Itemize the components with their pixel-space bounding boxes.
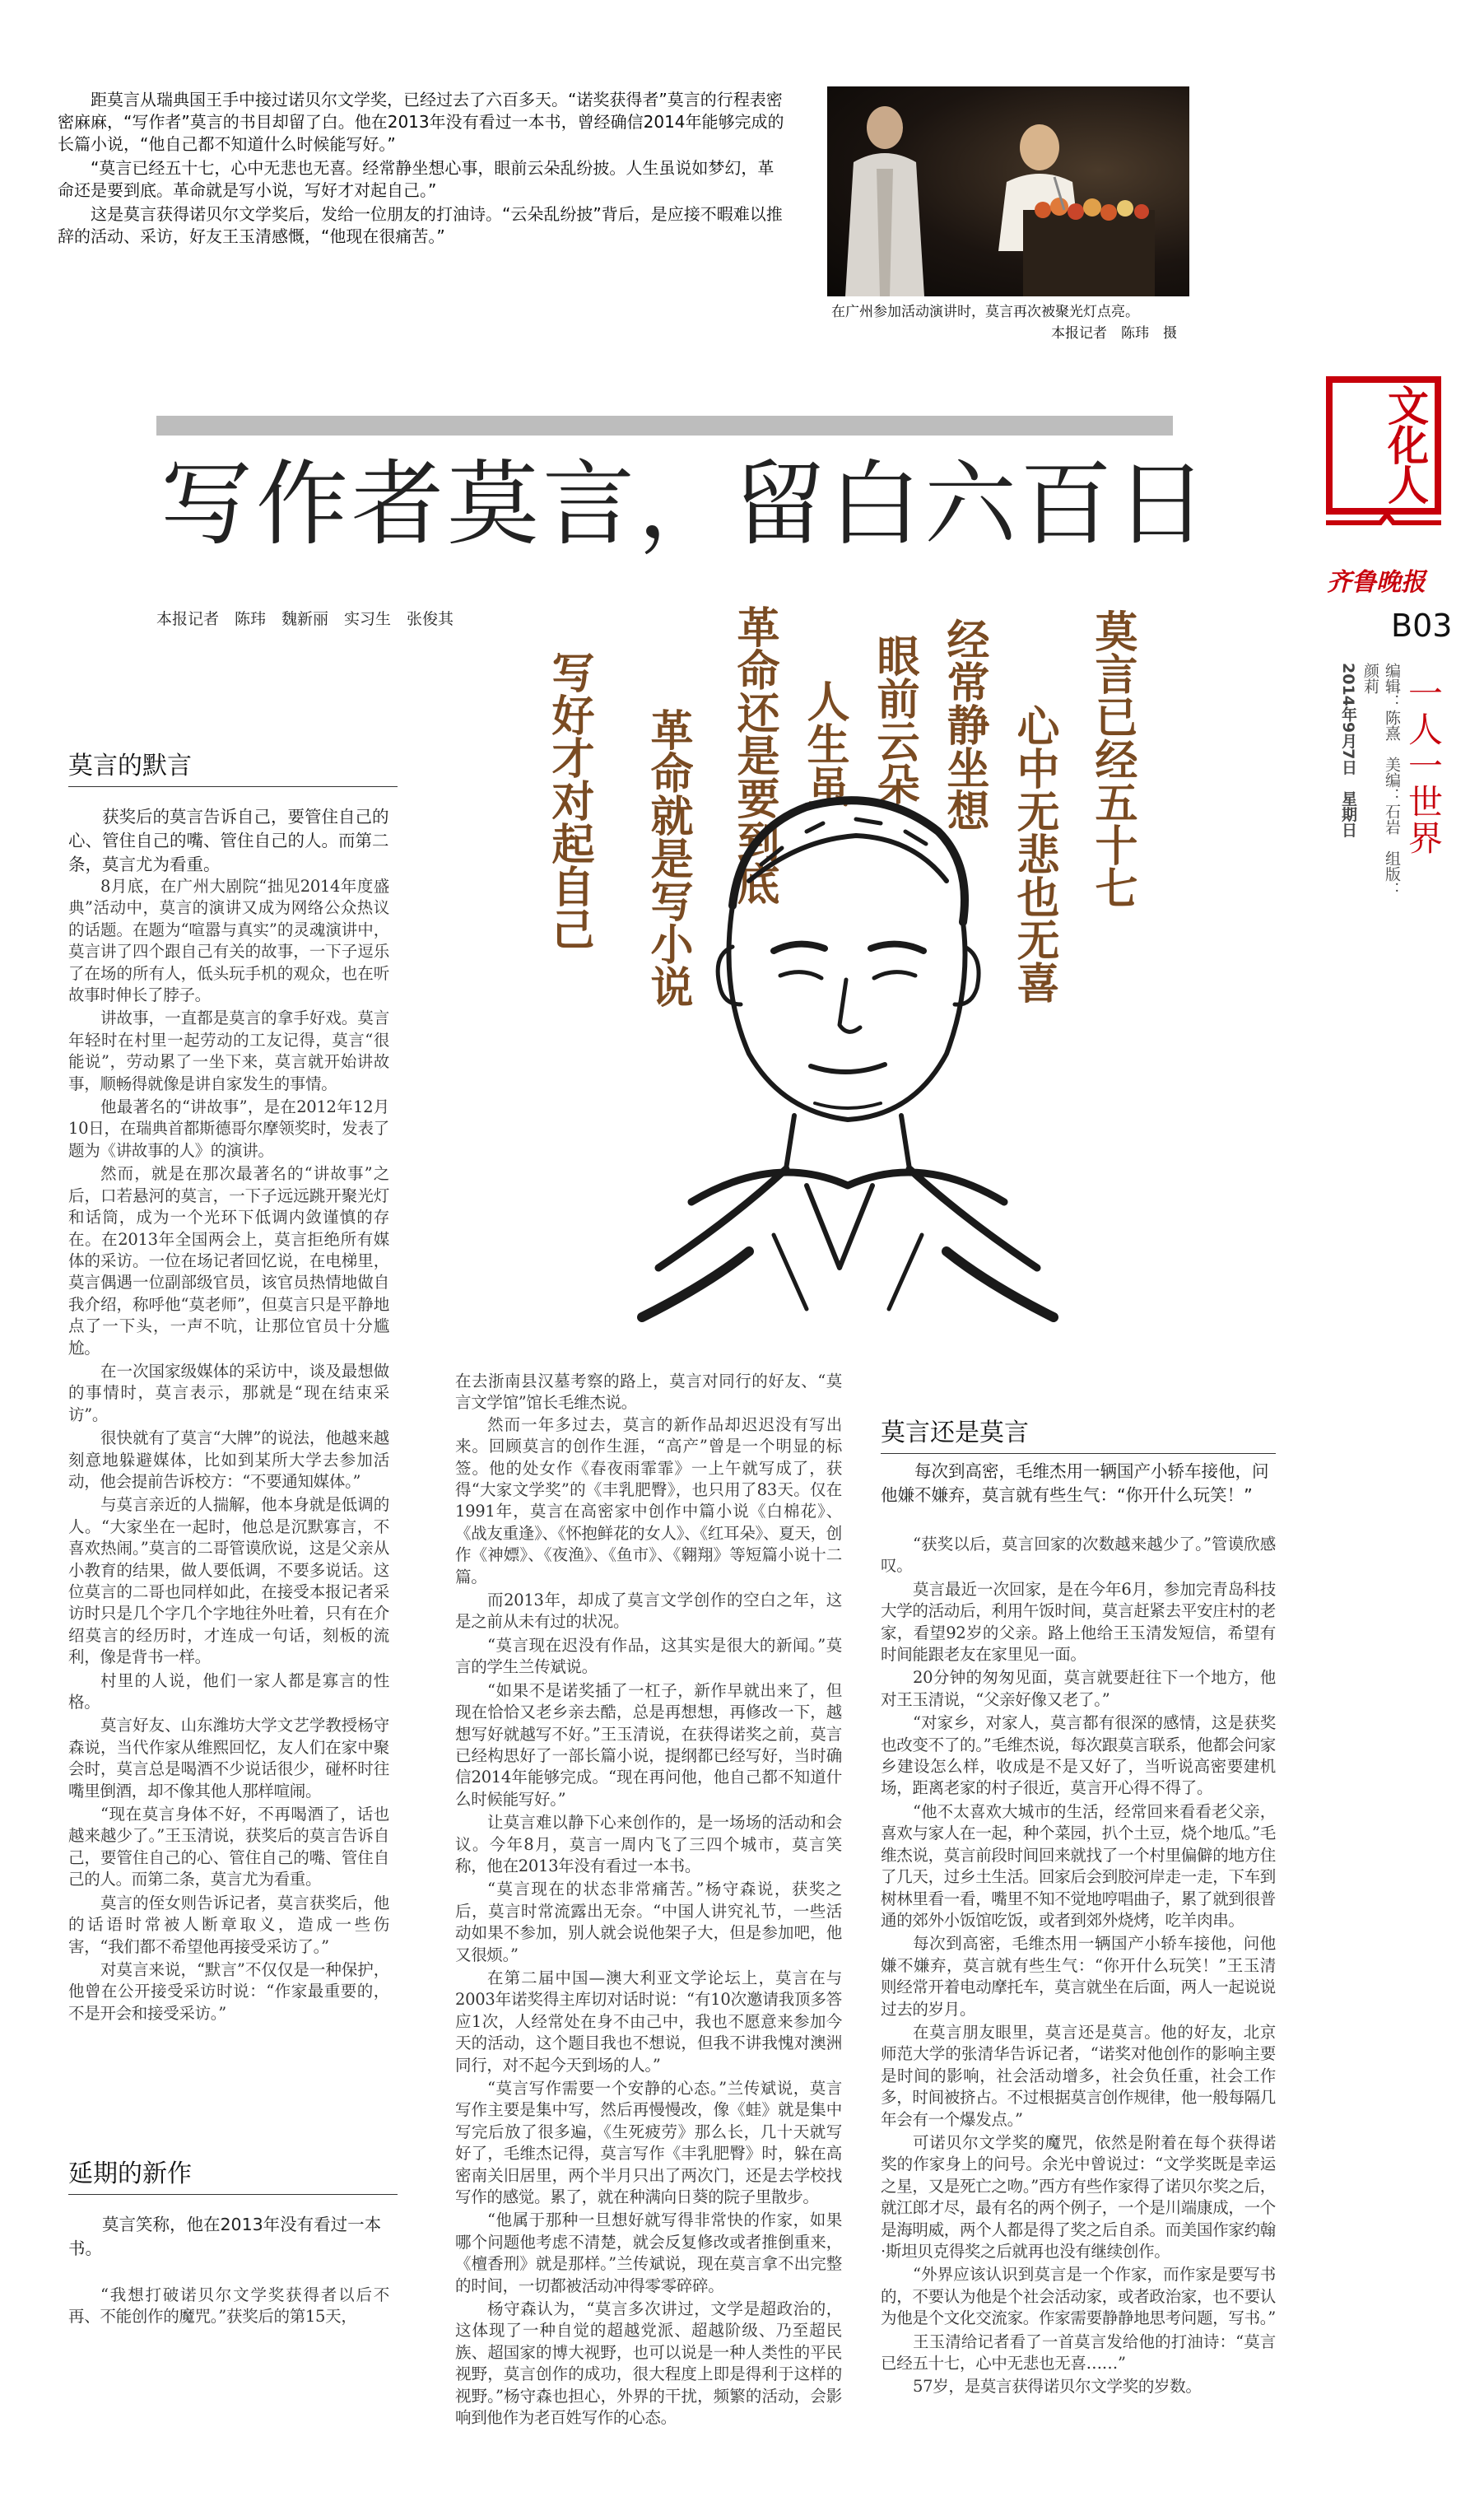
column-name: 一人一世界 (1403, 675, 1444, 856)
edit-info: 编辑：陈熹 美编：石岩 组版：颜莉 (1361, 663, 1401, 897)
headline-bar (156, 416, 1173, 436)
section-deck: 获奖后的莫言告诉自己，要管住自己的心、管住自己的嘴、管住自己的人。而第二条，莫言尤为看重。 (68, 807, 389, 874)
section-logo (1323, 375, 1444, 556)
body-paragraph: 然而一年多过去，莫言的新作品却迟迟没有写出来。回顾莫言的创作生涯，“高产”曾是一个明显的标签。他的处女作《春夜雨霏霏》一上午就写成了，获得“大家文学奖”的《丰乳肥臀》，也只用了83天。仅在1991年，莫言在高密家中创作中篇小说《白棉花》、《战友重逢》、《怀抱鲜花的女人》、《红耳朵》、夏天，创作《神嫖》、《夜渔》、《鱼市》、《翱翔》等短篇小说十二篇。 (455, 1414, 842, 1586)
body-paragraph: 让莫言难以静下心来创作的，是一场场的活动和会议。今年8月，莫言一周内飞了三四个城市，莫言笑称，他在2013年没有看过一本书。 (455, 1813, 842, 1875)
section-title: 延期的新作 (68, 2159, 192, 2188)
top-story-paragraph: “莫言已经五十七，心中无悲也无喜。经常静坐想心事，眼前云朵乱纷披。人生虽说如梦幻，革命还是要到底。革命就是写小说，写好才对起自己。” (58, 158, 775, 200)
body-paragraph: 57岁，是莫言获得诺贝尔文学奖的岁数。 (913, 2377, 1202, 2397)
section-title: 莫言的默言 (68, 752, 192, 780)
body-paragraph: “现在莫言身体不好，不再喝酒了，话也越来越少了。”王玉清说，获奖后的莫言告诉自己，要管住自己的心、管住自己的嘴、管住自己的人。而第二条，莫言尤为看重。 (68, 1805, 389, 1889)
body-paragraph: 莫言的侄女则告诉记者，莫言获奖后，他的话语时常被人断章取义，造成一些伤害，“我们都不希望他再接受采访了。” (68, 1893, 389, 1956)
top-story-paragraph: 距莫言从瑞典国王手中接过诺贝尔文学奖，已经过去了六百多天。“诺奖获得者”莫言的行程表密密麻麻，“写作者”莫言的书目却留了白。他在2013年没有看过一本书，曾经确信2014年能够完成的长篇小说，“他自己都不知道什么时候能写好。” (58, 90, 784, 154)
body-paragraph: 8月底，在广州大剧院“拙见2014年度盛典”活动中，莫言的演讲又成为网络公众热议的话题。在题为“喧嚣与真实”的灵魂演讲中，莫言讲了四个跟自己有关的故事，一下子逗乐了在场的所有人，低头玩手机的观众，也在听故事时伸长了脖子。 (68, 877, 389, 1005)
calligraphy-line: 人生虽 (799, 679, 849, 808)
body-paragraph: 莫言好友、山东潍坊大学文艺学教授杨守森说，当代作家从维熙回忆，友人们在家中聚会时，莫言总是喝酒不少说话很少，碰杯时往嘴里倒酒，却不像其他人那样喧闹。 (68, 1716, 389, 1801)
paper-name: 齐鲁晚报 (1327, 568, 1426, 597)
photo-caption-text: 在广州参加活动演讲时，莫言再次被聚光灯点亮。 (831, 304, 1139, 320)
body-paragraph: 王玉清给记者看了一首莫言发给他的打油诗：“莫言已经五十七，心中无悲也无喜……” (881, 2332, 1276, 2374)
section-body (881, 1534, 1276, 2400)
section-title-rule (68, 786, 398, 787)
event-photo-illustration (827, 86, 1189, 296)
calligraphy-line: 眼前云朵 (869, 634, 919, 805)
body-paragraph: “莫言写作需要一个安静的心态。”兰传斌说，莫言写作主要是集中写，然后再慢慢改，像《蛙》就是集中写完后放了很多遍，《生死疲劳》那么长，几十天就写好了，毛维杰记得，莫言写作《丰乳肥臀》时，躲在高密南关旧居里，两个半月只出了两次门，还是去学校找写作的感觉。累了，就在种满向日葵的院子里散步。 (455, 2079, 842, 2207)
body-paragraph: “莫言现在的状态非常痛苦。”杨守森说，获奖之后，莫言时常流露出无奈。“中国人讲究礼节，一些活动如果不参加，别人就会说他架子大，但是参加吧，他又很烦。” (455, 1880, 842, 1964)
body-paragraph: 在莫言朋友眼里，莫言还是莫言。他的好友，北京师范大学的张清华告诉记者，“诺奖对他创作的影响主要是时间的影响，社会活动增多，社会负任重，社会工作多，时间被挤占。不过根据莫言创作规律，他一般每隔几年会有一个爆发点。” (881, 2022, 1277, 2129)
top-story (58, 89, 786, 249)
body-paragraph: 在第二届中国—澳大利亚文学论坛上，莫言在与2003年诺奖得主库切对话时说：“有10次邀请我顶多答应1次，人经常处在身不由己中，我也不愿意来参加今天的活动，这个题目我也不想说，但我不讲我愧对澳洲同行，对不起今天到场的人。” (455, 1968, 842, 2075)
body-paragraph: 在去浙南县汉墓考察的路上，莫言对同行的好友、“莫言文学馆”馆长毛维杰说。 (455, 1372, 842, 1413)
calligraphy-line: 写好才对起自己 (544, 650, 594, 950)
calligraphy-line: 革命就是写小说 (643, 708, 693, 1008)
body-paragraph: 对莫言来说，“默言”不仅仅是一种保护，他曾在公开接受采访时说：“作家最重要的，不是开会和接受采访。” (68, 1959, 389, 2023)
body-paragraph: 与莫言亲近的人揣解，他本身就是低调的人。“大家坐在一起时，他总是沉默寡言，不喜欢热闹。”莫言的二哥管谟欣说，这是父亲从小教育的结果，做人要低调，不要多说话。这位莫言的二哥也同样如此，在接受本报记者采访时只是几个字几个字地往外吐着，只有在介绍莫言的经历时，才连成一句话，刻板的流利，像是背书一样。 (68, 1495, 389, 1667)
body-paragraph: 在一次国家级媒体的采访中，谈及最想做的事情时，莫言表示，那就是“现在结束采访”。 (68, 1361, 389, 1424)
body-paragraph: 20分钟的匆匆见面，莫言就要赶往下一个地方，他对王玉清说，“父亲好像又老了。” (881, 1668, 1276, 1709)
body-paragraph: 然而，就是在那次最著名的“讲故事”之后，口若悬河的莫言，一下子远远跳开聚光灯和话筒，成为一个光环下低调内敛谨慎的存在。在2013年全国两会上，莫言拒绝所有媒体的采访。一位在场记者回忆说，在电梯里，莫言偶遇一位副部级官员，该官员热情地做自我介绍，称呼他“莫老师”，但莫言只是平静地点了一下头，一声不吭，让那位官员十分尴尬。 (68, 1164, 389, 1358)
section-title-rule (881, 1453, 1276, 1454)
photo-caption (831, 301, 1193, 344)
top-story-paragraph: 这是莫言获得诺贝尔文学奖后，发给一位朋友的打油诗。“云朵乱纷披”背后，是应接不暇难以推辞的活动、采访，好友王玉清感慨，“他现在很痛苦。” (58, 204, 783, 246)
body-paragraph: 他最著名的“讲故事”，是在2012年12月10日，在瑞典首都斯德哥尔摩领奖时，发表了题为《讲故事的人》的演讲。 (68, 1097, 389, 1160)
middle-column-body (455, 1371, 842, 2431)
body-paragraph: “他不太喜欢大城市的生活，经常回来看看老父亲，喜欢与家人在一起，种个菜园，扒个土豆，烧个地瓜。”毛维杰说，莫言前段时间回来就找了一个村里偏僻的地方住了几天，过乡土生活。回家后会到胶河岸走一走，下车到树林里看一看，嘴里不知不觉地哼唱曲子，累了就到很普通的郊外小饭馆吃饭，或者到郊外烧烤，吃羊肉串。 (881, 1801, 1277, 1930)
byline: 本报记者 陈玮 魏新丽 实习生 张俊其 (156, 610, 454, 628)
portrait-sketch-drawing (609, 741, 1070, 1334)
body-paragraph: 莫言最近一次回家，是在今年6月，参加完青岛科技大学的活动后，利用午饭时间，莫言赶紧去平安庄村的老家，看望92岁的父亲。路上他给王玉清发短信，希望有时间能跟老友在家里见一面。 (881, 1579, 1277, 1665)
body-paragraph: “他属于那种一旦想好就写得非常快的作家，如果哪个问题他考虑不清楚，就会反复修改或者推倒重来，《檀香刑》就是那样。”兰传斌说，现在莫言拿不出完整的时间，一切都被活动冲得零零碎碎。 (455, 2211, 842, 2295)
body-paragraph: “对家乡，对家人，莫言都有很深的感情，这是获奖也改变不了的。”毛维杰说，每次跟莫言联系，他都会问家乡建设怎么样，收成是不是又好了，当听说高密要建机场，距离老家的村子很近，莫言开心得不得了。 (881, 1713, 1276, 1798)
section-name: 文化人 (1381, 384, 1429, 503)
photo-credit: 本报记者 陈玮 摄 (1051, 325, 1177, 342)
section-title-rule (68, 2194, 398, 2195)
section-body (68, 2285, 389, 2330)
calligraphy-line: 莫言已经五十七 (1087, 609, 1137, 909)
issue-date: 2014年9月7日 星期日 (1339, 663, 1357, 838)
body-paragraph: 讲故事，一直都是莫言的拿手好戏。莫言年轻时在村里一起劳动的工友记得，莫言“很能说”，劳动累了一坐下来，莫言就开始讲故事，顺畅得就像是讲自家发生的事情。 (68, 1009, 389, 1093)
body-paragraph: “我想打破诺贝尔文学奖获得者以后不再、不能创作的魔咒。”获奖后的第15天， (68, 2285, 389, 2327)
section-title: 莫言还是莫言 (881, 1419, 1029, 1447)
body-paragraph: “外界应该认识到莫言是一个作家，而作家是要写书的，不要认为他是个社会活动家，或者政治家，也不要认为他是个文化交流家。作家需要静静地思考问题，写书。” (881, 2265, 1277, 2328)
body-paragraph: 杨守森认为，“莫言多次讲过，文学是超政治的，这体现了一种自觉的超越党派、超越阶级、乃至超民族、超国家的博大视野，也可以说是一种人类性的平民视野，莫言创作的成功，很大程度上即是得利于这样的视野。”杨守森也担心，外界的干扰，频繁的活动，会影响到他作为老百姓写作的心态。 (455, 2299, 842, 2428)
calligraphy-line: 心中无悲也无喜 (1009, 704, 1059, 1004)
event-photo (827, 86, 1189, 296)
section-deck: 莫言笑称，他在2013年没有看过一本书。 (68, 2215, 382, 2258)
headline: 写作者莫言，留白六百日 (160, 451, 1211, 558)
body-paragraph: “莫言现在迟没有作品，这其实是很大的新闻。”莫言的学生兰传斌说。 (455, 1635, 842, 1677)
body-paragraph: 村里的人说，他们一家人都是寡言的性格。 (68, 1670, 389, 1712)
section-deck: 每次到高密，毛维杰用一辆国产小轿车接他，问他嫌不嫌弃，莫言就有些生气：“你开什么玩笑！” (881, 1461, 1269, 1505)
portrait-sketch (609, 741, 1070, 1334)
body-paragraph: “获奖以后，莫言回家的次数越来越少了。”管谟欣感叹。 (881, 1535, 1276, 1576)
body-paragraph: 每次到高密，毛维杰用一辆国产小轿车接他，问他嫌不嫌弃，莫言就有些生气：“你开什么玩笑！”王玉清则经常开着电动摩托车，莫言就坐在后面，两人一起说说过去的岁月。 (881, 1934, 1277, 2019)
calligraphy-line: 革命还是要到底 (729, 605, 779, 905)
body-paragraph: 可诺贝尔文学奖的魔咒，依然是附着在每个获得诺奖的作家身上的问号。余光中曾说过：“文学奖既是幸运之星，又是死亡之吻。”西方有些作家得了诺贝尔奖之后，就江郎才尽，最有名的两个例子，一个是川端康成，一个是海明威，两个人都是得了奖之后自杀。而美国作家约翰·斯坦贝克得奖之后就再也没有继续创作。 (881, 2132, 1277, 2261)
calligraphy-line: 经常静坐想 (939, 617, 989, 832)
body-paragraph: 而2013年，却成了莫言文学创作的空白之年，这是之前从未有过的状况。 (455, 1591, 842, 1632)
body-paragraph: “如果不是诺奖插了一杠子，新作早就出来了，但现在恰恰又老乡亲去酷，总是再想想，再修改一下，越想写好就越写不好。”王玉清说，在获得诺奖之前，莫言已经构思好了一部长篇小说，提纲都已经写好，当时确信2014年能够完成。“现在再问他，他自己都不知道什么时候能写好。” (455, 1680, 842, 1809)
page-number: B03 (1391, 608, 1453, 644)
section-body (68, 876, 389, 2026)
body-paragraph: 很快就有了莫言“大牌”的说法，他越来越刻意地躲避媒体，比如到某所大学去参加活动，他会提前告诉校方：“不要通知媒体。” (68, 1428, 389, 1491)
